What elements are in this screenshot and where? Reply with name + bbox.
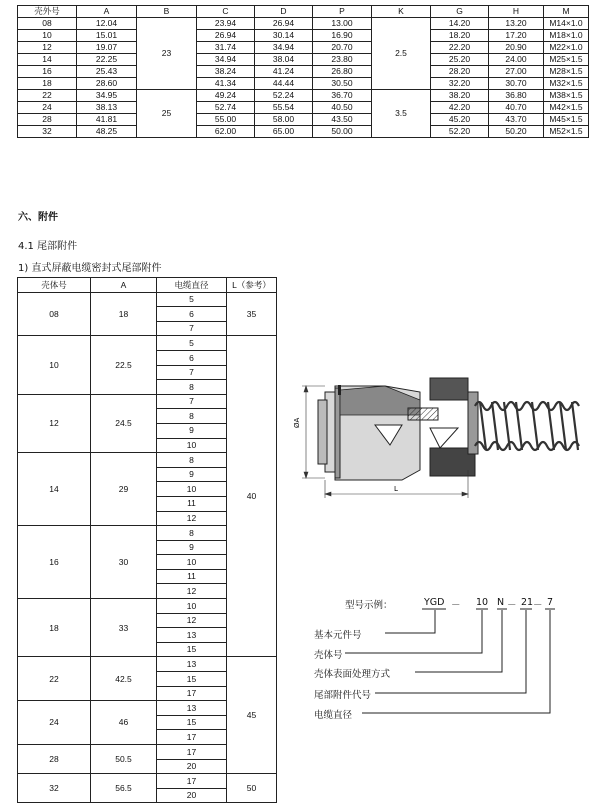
table-cell-a: 56.5 <box>91 774 157 803</box>
table-cell-diameter: 10 <box>157 599 227 614</box>
table-cell: 52.20 <box>431 126 489 138</box>
dimension-label-a: ØA <box>293 417 301 428</box>
table-cell: 34.94 <box>255 42 313 54</box>
header-cell: L（参考） <box>227 278 277 293</box>
table-cell: 34.95 <box>77 90 137 102</box>
table-cell-diameter: 17 <box>157 686 227 701</box>
header-cell: P <box>313 6 372 18</box>
table-row <box>18 657 277 672</box>
table-cell-diameter: 13 <box>157 701 227 716</box>
table-cell: 45.20 <box>431 114 489 126</box>
table-cell: 15.01 <box>77 30 137 42</box>
table-row <box>18 126 589 138</box>
code-part: YGD <box>424 597 445 608</box>
table-cell-shell: 24 <box>18 701 91 745</box>
table-cell-diameter: 10 <box>157 555 227 570</box>
table-cell: 20.70 <box>313 42 372 54</box>
table-header-row <box>18 278 277 293</box>
table-cell: 12.04 <box>77 18 137 30</box>
dimension-table <box>17 5 589 138</box>
table-cell: 43.50 <box>313 114 372 126</box>
code-part: 7 <box>547 597 554 608</box>
table-cell: 42.20 <box>431 102 489 114</box>
table-cell: 22.20 <box>431 42 489 54</box>
table-cell-a: 29 <box>91 453 157 526</box>
table-cell: 30.50 <box>313 78 372 90</box>
table-cell-a: 42.5 <box>91 657 157 701</box>
table-cell: 40.70 <box>489 102 544 114</box>
example-label: 尾部附件代号 <box>314 690 372 701</box>
header-cell: M <box>544 6 589 18</box>
code-part: － <box>451 600 461 611</box>
table-cell-shell: 14 <box>18 453 91 526</box>
table-cell: 26.94 <box>255 18 313 30</box>
table-row <box>18 102 589 114</box>
table-cell-a: 22.5 <box>91 336 157 394</box>
cable-spring <box>475 402 579 450</box>
item-title: 1) 直式屏蔽电缆密封式尾部附件 <box>18 263 162 274</box>
table-cell-l: 50 <box>227 774 277 803</box>
table-cell: 41.34 <box>197 78 255 90</box>
table-cell-diameter: 8 <box>157 526 227 541</box>
table-cell: 28 <box>18 114 77 126</box>
table-cell-diameter: 15 <box>157 642 227 657</box>
accessory-table <box>17 277 277 803</box>
table-cell: 26.94 <box>197 30 255 42</box>
table-cell: 58.00 <box>255 114 313 126</box>
example-label: 电缆直径 <box>314 710 353 721</box>
table-cell-l: 45 <box>227 657 277 774</box>
table-cell: 34.94 <box>197 54 255 66</box>
table-cell: 32 <box>18 126 77 138</box>
table-cell-diameter: 5 <box>157 336 227 351</box>
table-cell: 38.20 <box>431 90 489 102</box>
table-cell: 23.94 <box>197 18 255 30</box>
table-cell: 31.74 <box>197 42 255 54</box>
table-cell-k: 3.5 <box>372 90 431 138</box>
table-cell-shell: 18 <box>18 599 91 657</box>
table-cell: 41.24 <box>255 66 313 78</box>
table-cell-diameter: 12 <box>157 584 227 599</box>
table-cell-diameter: 8 <box>157 380 227 395</box>
table-cell-l: 35 <box>227 292 277 336</box>
table-row <box>18 30 589 42</box>
table-cell-diameter: 11 <box>157 496 227 511</box>
table-cell: 26.80 <box>313 66 372 78</box>
table-cell-shell: 08 <box>18 292 91 336</box>
code-part: 21 <box>521 597 534 608</box>
header-cell: A <box>91 278 157 293</box>
table-cell-shell: 28 <box>18 745 91 774</box>
table-cell-diameter: 17 <box>157 774 227 789</box>
header-cell: D <box>255 6 313 18</box>
table-cell-a: 18 <box>91 292 157 336</box>
table-cell: 30.14 <box>255 30 313 42</box>
section-title: 六、附件 <box>18 212 58 223</box>
table-cell-diameter: 13 <box>157 628 227 643</box>
table-cell: 24.00 <box>489 54 544 66</box>
table-cell-b: 23 <box>137 18 197 90</box>
table-cell-diameter: 11 <box>157 569 227 584</box>
table-cell: 24 <box>18 102 77 114</box>
example-label: 壳体号 <box>314 650 343 661</box>
table-cell: 41.81 <box>77 114 137 126</box>
table-cell-b: 25 <box>137 90 197 138</box>
table-cell-a: 46 <box>91 701 157 745</box>
table-cell: 13.20 <box>489 18 544 30</box>
table-cell: 52.24 <box>255 90 313 102</box>
table-cell: 30.70 <box>489 78 544 90</box>
table-row <box>18 114 589 126</box>
header-cell: H <box>489 6 544 18</box>
table-cell: 18 <box>18 78 77 90</box>
table-cell-diameter: 20 <box>157 759 227 774</box>
table-cell: 25.20 <box>431 54 489 66</box>
table-cell-diameter: 8 <box>157 453 227 468</box>
table-cell-diameter: 9 <box>157 423 227 438</box>
table-cell: 19.07 <box>77 42 137 54</box>
table-cell-a: 30 <box>91 526 157 599</box>
table-cell-diameter: 17 <box>157 745 227 760</box>
table-cell: M52×1.5 <box>544 126 589 138</box>
table-row <box>18 42 589 54</box>
table-row <box>18 774 277 789</box>
table-cell: M28×1.5 <box>544 66 589 78</box>
table-cell-diameter: 8 <box>157 409 227 424</box>
example-title: 型号示例： <box>345 600 393 611</box>
table-cell: 08 <box>18 18 77 30</box>
table-cell: 22.25 <box>77 54 137 66</box>
table-cell: M14×1.0 <box>544 18 589 30</box>
table-cell-diameter: 9 <box>157 467 227 482</box>
table-cell-diameter: 7 <box>157 365 227 380</box>
code-part: N <box>497 597 505 608</box>
table-cell: M45×1.5 <box>544 114 589 126</box>
table-cell: 55.00 <box>197 114 255 126</box>
table-cell: 36.70 <box>313 90 372 102</box>
code-part: 10 <box>476 597 489 608</box>
table-cell: 25.43 <box>77 66 137 78</box>
table-cell-shell: 16 <box>18 526 91 599</box>
table-cell-shell: 22 <box>18 657 91 701</box>
table-cell: 12 <box>18 42 77 54</box>
table-cell: 22 <box>18 90 77 102</box>
table-cell: 20.90 <box>489 42 544 54</box>
table-cell-diameter: 7 <box>157 394 227 409</box>
table-cell-diameter: 15 <box>157 715 227 730</box>
table-row <box>18 66 589 78</box>
dimension-label-l: L <box>394 485 398 493</box>
table-cell-a: 50.5 <box>91 745 157 774</box>
table-cell-k: 2.5 <box>372 18 431 90</box>
table-cell-diameter: 15 <box>157 672 227 687</box>
table-cell: M22×1.0 <box>544 42 589 54</box>
table-cell-a: 24.5 <box>91 394 157 452</box>
table-cell: 48.25 <box>77 126 137 138</box>
header-cell: C <box>197 6 255 18</box>
table-cell: 28.20 <box>431 66 489 78</box>
table-cell: 36.80 <box>489 90 544 102</box>
table-cell: 14 <box>18 54 77 66</box>
table-cell-diameter: 10 <box>157 482 227 497</box>
table-cell-l: 40 <box>227 336 277 657</box>
header-cell: 壳体号 <box>18 278 91 293</box>
table-cell-diameter: 6 <box>157 307 227 322</box>
table-cell: 43.70 <box>489 114 544 126</box>
table-cell-diameter: 17 <box>157 730 227 745</box>
header-cell: G <box>431 6 489 18</box>
table-cell: 10 <box>18 30 77 42</box>
example-label: 壳体表面处理方式 <box>314 669 391 680</box>
table-cell: 52.74 <box>197 102 255 114</box>
header-cell: 电缆直径 <box>157 278 227 293</box>
table-cell: 14.20 <box>431 18 489 30</box>
subsection-title: 4.1 尾部附件 <box>18 241 78 252</box>
table-cell: M18×1.0 <box>544 30 589 42</box>
table-cell: 13.00 <box>313 18 372 30</box>
table-cell: 50.00 <box>313 126 372 138</box>
table-row <box>18 78 589 90</box>
connector-body <box>318 378 478 480</box>
table-cell: 49.24 <box>197 90 255 102</box>
table-cell-diameter: 20 <box>157 788 227 803</box>
table-cell: 44.44 <box>255 78 313 90</box>
table-cell: 23.80 <box>313 54 372 66</box>
table-row <box>18 90 589 102</box>
table-cell: 62.00 <box>197 126 255 138</box>
table-cell: 16.90 <box>313 30 372 42</box>
table-cell: 55.54 <box>255 102 313 114</box>
table-cell: 17.20 <box>489 30 544 42</box>
table-header-row <box>18 6 589 18</box>
table-cell: 16 <box>18 66 77 78</box>
model-example <box>300 590 600 730</box>
table-cell: 40.50 <box>313 102 372 114</box>
code-part: － <box>533 600 543 611</box>
table-cell: 32.20 <box>431 78 489 90</box>
table-row <box>18 18 589 30</box>
table-cell: M42×1.5 <box>544 102 589 114</box>
table-cell: 65.00 <box>255 126 313 138</box>
table-cell: M32×1.5 <box>544 78 589 90</box>
table-cell-diameter: 6 <box>157 350 227 365</box>
table-cell-shell: 12 <box>18 394 91 452</box>
table-cell: 18.20 <box>431 30 489 42</box>
example-label: 基本元件号 <box>314 630 362 641</box>
table-cell-shell: 10 <box>18 336 91 394</box>
table-row <box>18 292 277 307</box>
table-cell-diameter: 12 <box>157 511 227 526</box>
table-cell-diameter: 9 <box>157 540 227 555</box>
table-cell: M38×1.5 <box>544 90 589 102</box>
table-row <box>18 54 589 66</box>
table-cell: 28.60 <box>77 78 137 90</box>
table-cell-diameter: 12 <box>157 613 227 628</box>
table-row <box>18 336 277 351</box>
table-cell-shell: 32 <box>18 774 91 803</box>
header-cell: 壳外号 <box>18 6 77 18</box>
connector-drawing <box>290 370 595 505</box>
table-cell: 38.04 <box>255 54 313 66</box>
table-cell: 50.20 <box>489 126 544 138</box>
header-cell: B <box>137 6 197 18</box>
table-cell: M25×1.5 <box>544 54 589 66</box>
code-part: － <box>507 600 517 611</box>
table-cell: 38.13 <box>77 102 137 114</box>
table-cell-diameter: 10 <box>157 438 227 453</box>
table-cell-diameter: 13 <box>157 657 227 672</box>
header-cell: A <box>77 6 137 18</box>
table-cell-diameter: 5 <box>157 292 227 307</box>
table-cell: 38.24 <box>197 66 255 78</box>
table-cell-diameter: 7 <box>157 321 227 336</box>
header-cell: K <box>372 6 431 18</box>
table-cell: 27.00 <box>489 66 544 78</box>
table-cell-a: 33 <box>91 599 157 657</box>
